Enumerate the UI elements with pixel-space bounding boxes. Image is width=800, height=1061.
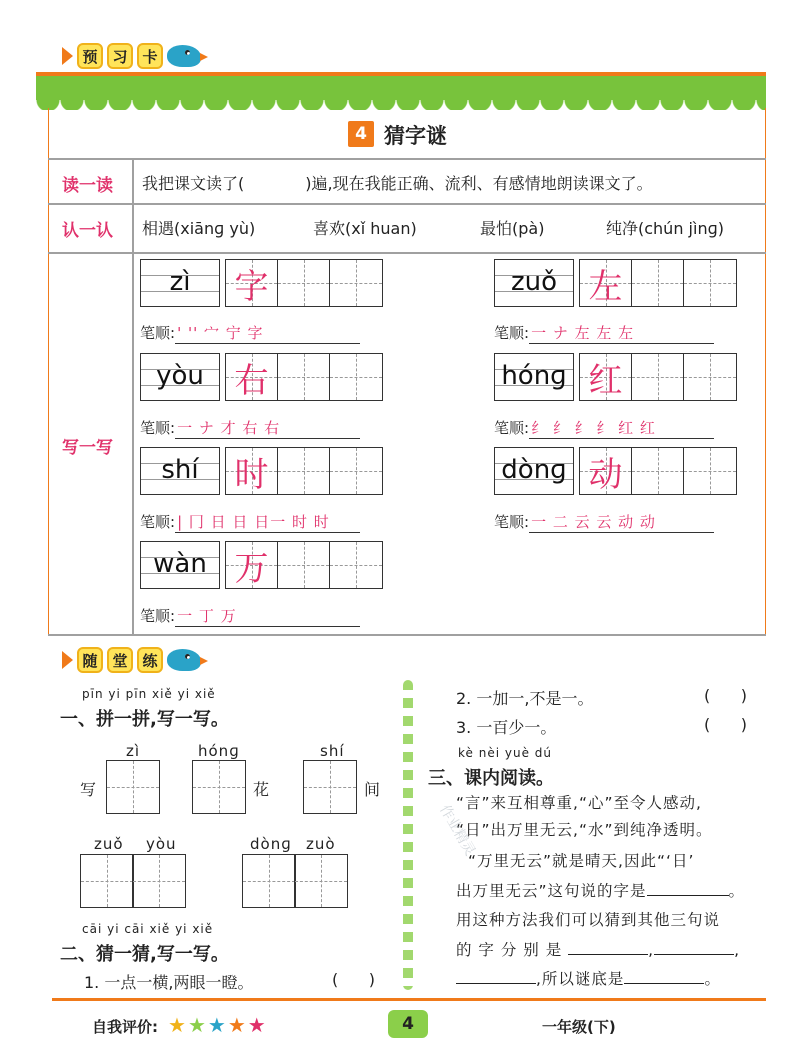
read-row-label: 读一读 <box>62 176 113 196</box>
question-line: 的 字 分 别 是 , , <box>456 941 741 959</box>
write-box[interactable] <box>192 760 246 814</box>
column-divider <box>403 680 413 990</box>
preview-card-banner <box>62 43 201 69</box>
pinyin-box <box>494 447 574 495</box>
pinyin-box <box>494 259 574 307</box>
model-char: 万 <box>234 548 269 589</box>
write-box[interactable] <box>303 760 357 814</box>
chevron-right-icon <box>62 651 73 669</box>
stroke-label: 笔顺: <box>140 513 176 531</box>
practice-cell[interactable] <box>330 260 382 306</box>
riddle-question: 2. 一加一,不是一。 <box>456 689 594 708</box>
model-char-cell <box>226 448 278 494</box>
star-icon[interactable]: ★ <box>207 1013 226 1037</box>
pinyin-box <box>140 447 220 495</box>
stroke-label: 笔顺: <box>494 419 530 437</box>
stroke-sequence: 纟 纟 纟 纟 红 红 <box>529 417 714 439</box>
pinyin-text: zuǒ <box>510 267 558 297</box>
pinyin-box <box>140 541 220 589</box>
practice-banner <box>62 647 201 673</box>
model-char: 时 <box>234 454 269 495</box>
stroke-order <box>494 417 714 439</box>
pinyin-box <box>140 353 220 401</box>
question-line: 用这种方法我们可以猜到其他三句说 <box>456 911 721 929</box>
practice-cell[interactable] <box>632 260 684 306</box>
pinyin-label: shí <box>320 742 345 760</box>
write-row-label: 写一写 <box>62 438 113 458</box>
model-char: 红 <box>588 360 623 401</box>
watermark: 作业精灵 <box>436 802 479 859</box>
self-eval-label: 自我评价: <box>92 1018 158 1036</box>
pinyin-label: zì <box>126 742 141 760</box>
practice-cell[interactable] <box>278 542 330 588</box>
answer-blank[interactable] <box>647 880 729 896</box>
chevron-right-icon <box>62 47 73 65</box>
pinyin-text: yòu <box>156 361 204 391</box>
answer-paren[interactable]: ( ) <box>704 715 747 734</box>
poem-line: “言”来互相尊重,“心”至令人感动, <box>456 794 702 812</box>
pinyin-text: zì <box>169 267 191 297</box>
awning-decoration <box>36 72 766 110</box>
question-line: 出万里无云”这句说的字是 。 <box>456 882 746 900</box>
practice-cell[interactable] <box>632 354 684 400</box>
stroke-label: 笔顺: <box>140 324 176 342</box>
lesson-number: 4 <box>348 121 374 147</box>
model-char-cell <box>226 260 278 306</box>
model-char-cell <box>226 354 278 400</box>
writing-grid[interactable] <box>225 447 383 495</box>
answer-blank[interactable] <box>654 939 734 955</box>
stroke-label: 笔顺: <box>140 419 176 437</box>
recognize-row-label: 认一认 <box>62 221 113 241</box>
pinyin-label: yòu <box>146 835 177 853</box>
writing-grid[interactable] <box>579 447 737 495</box>
banner-char: 随 <box>77 647 103 673</box>
stroke-label: 笔顺: <box>494 324 530 342</box>
write-box[interactable] <box>294 854 348 908</box>
write-box[interactable] <box>106 760 160 814</box>
answer-blank[interactable] <box>456 968 536 984</box>
star-icon[interactable]: ★ <box>227 1013 246 1037</box>
riddle-question: 1. 一点一横,两眼一瞪。 <box>84 973 254 992</box>
answer-blank[interactable] <box>568 939 648 955</box>
recognize-word: 纯净(chún jìnɡ) <box>606 219 724 238</box>
model-char: 动 <box>588 454 623 495</box>
model-char-cell <box>580 260 632 306</box>
practice-cell[interactable] <box>278 354 330 400</box>
stroke-sequence: | 冂 日 日 日一 时 时 <box>175 511 360 533</box>
stroke-sequence: ' '' 宀 宁 字 <box>175 322 360 344</box>
riddle-question: 3. 一百少一。 <box>456 718 557 737</box>
pinyin-text: dònɡ <box>501 455 567 485</box>
writing-grid[interactable] <box>225 259 383 307</box>
poem-line: “日”出万里无云,“水”到纯净透明。 <box>456 821 713 839</box>
model-char-cell <box>580 354 632 400</box>
practice-cell[interactable] <box>278 260 330 306</box>
practice-cell[interactable] <box>278 448 330 494</box>
stroke-order <box>494 511 714 533</box>
model-char: 右 <box>234 360 269 401</box>
section3-title: 三、课内阅读。 <box>428 768 554 789</box>
stroke-order <box>140 322 360 344</box>
write-box[interactable] <box>80 854 134 908</box>
practice-cell[interactable] <box>684 448 736 494</box>
practice-cell[interactable] <box>330 448 382 494</box>
section1-title: 一、拼一拼,写一写。 <box>60 709 229 730</box>
banner-char: 习 <box>107 43 133 69</box>
stroke-sequence: 一 二 云 云 动 动 <box>529 511 714 533</box>
question-line: ,所以谜底是 。 <box>456 966 721 993</box>
writing-grid[interactable] <box>579 259 737 307</box>
recognize-word: 喜欢(xǐ huan) <box>313 219 417 238</box>
page-number: 4 <box>388 1010 428 1038</box>
section2-pinyin: cāi yi cāi xiě yi xiě <box>82 922 214 936</box>
write-box[interactable] <box>242 854 296 908</box>
section3-pinyin: kè nèi yuè dú <box>458 746 552 760</box>
stroke-sequence: 一 丁 万 <box>175 605 360 627</box>
stroke-order <box>140 417 360 439</box>
question-line: “万里无云”就是晴天,因此“‘日’ <box>468 852 695 870</box>
practice-cell[interactable] <box>330 542 382 588</box>
read-row-text: 我把课文读了( )遍,现在我能正确、流利、有感情地朗读课文了。 <box>142 174 653 193</box>
star-icon[interactable]: ★ <box>187 1013 206 1037</box>
pinyin-label: dònɡ <box>250 835 292 853</box>
writing-grid[interactable] <box>579 353 737 401</box>
stroke-label: 笔顺: <box>140 607 176 625</box>
pinyin-label: zuǒ <box>94 835 124 853</box>
writing-grid[interactable] <box>225 541 383 589</box>
section1-pinyin: pīn yi pīn xiě yi xiě <box>82 687 216 701</box>
model-char-cell <box>580 448 632 494</box>
stroke-sequence: 一 ナ 左 左 左 <box>529 322 714 344</box>
recognize-word: 最怕(pà) <box>480 219 545 238</box>
write-box[interactable] <box>132 854 186 908</box>
section2-title: 二、猜一猜,写一写。 <box>60 944 229 965</box>
recognize-word: 相遇(xiānɡ yù) <box>142 219 256 238</box>
answer-paren[interactable]: ( ) <box>704 686 747 705</box>
bird-icon <box>167 649 201 671</box>
pinyin-text: shí <box>161 455 199 485</box>
banner-char: 卡 <box>137 43 163 69</box>
bird-icon <box>167 45 201 67</box>
pinyin-box <box>140 259 220 307</box>
star-icon[interactable]: ★ <box>247 1013 266 1037</box>
given-char: 花 <box>253 780 270 799</box>
stroke-order <box>140 605 360 627</box>
practice-cell[interactable] <box>330 354 382 400</box>
lesson-title: 猜字谜 <box>384 124 447 148</box>
star-icon[interactable]: ★ <box>168 1013 186 1037</box>
pinyin-box <box>494 353 574 401</box>
answer-paren[interactable]: ( ) <box>332 970 375 989</box>
grade-label: 一年级(下) <box>542 1018 616 1036</box>
pinyin-text: hónɡ <box>501 361 567 391</box>
practice-cell[interactable] <box>684 354 736 400</box>
practice-cell[interactable] <box>684 260 736 306</box>
model-char: 字 <box>234 266 269 307</box>
answer-blank[interactable] <box>624 968 704 984</box>
footer-divider <box>52 998 766 1001</box>
banner-char: 练 <box>137 647 163 673</box>
given-char: 间 <box>364 780 381 799</box>
read-count-blank[interactable] <box>244 174 305 193</box>
banner-char: 预 <box>77 43 103 69</box>
banner-char: 堂 <box>107 647 133 673</box>
stroke-order <box>140 511 360 533</box>
stroke-order <box>494 322 714 344</box>
model-char: 左 <box>588 266 623 307</box>
practice-cell[interactable] <box>632 448 684 494</box>
stroke-label: 笔顺: <box>494 513 530 531</box>
writing-grid[interactable] <box>225 353 383 401</box>
stroke-sequence: 一 ナ 才 右 右 <box>175 417 360 439</box>
pinyin-label: hónɡ <box>198 742 240 760</box>
rating-stars[interactable] <box>168 1015 266 1035</box>
model-char-cell <box>226 542 278 588</box>
pinyin-label: zuò <box>306 835 336 853</box>
given-char: 写 <box>80 780 97 799</box>
pinyin-text: wàn <box>153 549 207 579</box>
